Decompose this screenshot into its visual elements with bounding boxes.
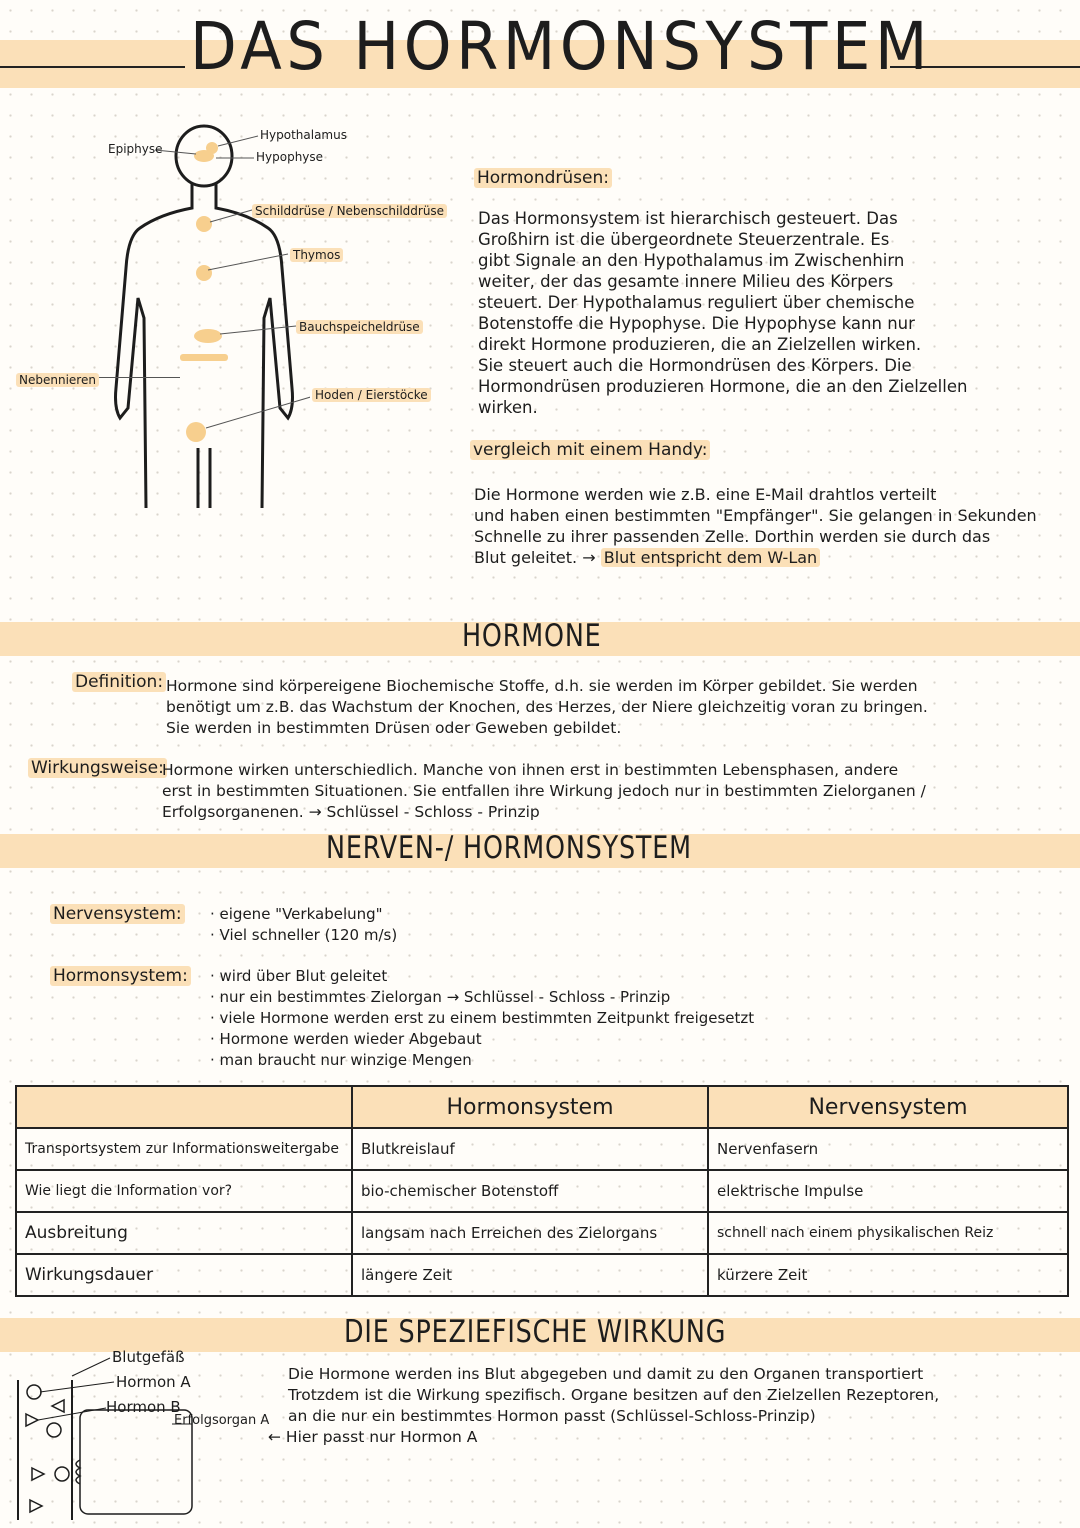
label-blutgefaess: Blutgefäß <box>112 1348 185 1366</box>
list-item: · Viel schneller (120 m/s) <box>210 926 398 944</box>
label-epiphyse: Epiphyse <box>108 142 163 156</box>
definition-line: Hormone sind körpereigene Biochemische Stoffe, d.h. sie werden im Körper gebildet. Sie werden <box>166 677 918 695</box>
table-cell: bio-chemischer Botenstoff <box>352 1170 708 1212</box>
table-cell: Ausbreitung <box>16 1212 352 1254</box>
table-cell: langsam nach Erreichen des Zielorgans <box>352 1212 708 1254</box>
table-cell: schnell nach einem physikalischen Reiz <box>708 1212 1068 1254</box>
hormondruesen-line: direkt Hormone produzieren, die an Zielzellen wirken. <box>478 335 922 354</box>
hormonsystem-list <box>210 966 754 1071</box>
hormondruesen-line: steuert. Der Hypothalamus reguliert über chemische <box>478 293 915 312</box>
hormone-b-triangle <box>32 1468 44 1480</box>
hormondruesen-heading: Hormondrüsen: <box>474 168 612 188</box>
hormone-b-triangle <box>26 1414 38 1426</box>
comparison-table <box>15 1085 1069 1297</box>
hormone-title: HORMONE <box>462 618 602 654</box>
label-thymus: Thymos <box>290 248 343 262</box>
table-cell: Wie liegt die Information vor? <box>16 1170 352 1212</box>
table-row <box>16 1128 1068 1170</box>
list-item: · eigene "Verkabelung" <box>210 905 383 923</box>
hormone-a-circle <box>55 1467 69 1481</box>
handy-line-last <box>474 547 1064 568</box>
definition-label: Definition: <box>72 672 166 692</box>
hormone-a-circle <box>47 1423 61 1437</box>
handy-line: und haben einen bestimmten "Empfänger". Sie gelangen in Sekunden <box>474 506 1037 525</box>
hormondruesen-line: gibt Signale an den Hypothalamus im Zwischenhirn <box>478 251 905 270</box>
hormondruesen-paragraph <box>478 208 1008 418</box>
spezifisch-line: Die Hormone werden ins Blut abgegeben und damit zu den Organen transportiert <box>288 1365 924 1383</box>
organ-hypophyse <box>194 150 214 162</box>
label-nebennieren: Nebennieren <box>16 373 99 387</box>
table-cell: Nervenfasern <box>708 1128 1068 1170</box>
table-cell: Transportsystem zur Informationsweitergabe <box>16 1128 352 1170</box>
table-row <box>16 1254 1068 1296</box>
definition-line: benötigt um z.B. das Wachstum der Knochen, des Herzes, der Niere gleichzeitig voran zu bringen. <box>166 698 928 716</box>
hormondruesen-line: Hormondrüsen produzieren Hormone, die an den Zielzellen <box>478 377 968 396</box>
nerven-title: NERVEN-/ HORMONSYSTEM <box>326 830 692 866</box>
table-header-cell: Nervensystem <box>708 1086 1068 1128</box>
hormone-b-triangle <box>30 1500 42 1512</box>
wirkungsweise-label: Wirkungsweise: <box>28 758 167 778</box>
hormondruesen-line: Botenstoffe die Hypophyse. Die Hypophyse kann nur <box>478 314 915 333</box>
handy-line: Die Hormone werden wie z.B. eine E-Mail drahtlos verteilt <box>474 485 937 504</box>
nervensystem-list <box>210 904 397 946</box>
label-schilddruese: Schilddrüse / Nebenschilddrüse <box>252 204 447 218</box>
organ-nebennieren <box>180 354 228 361</box>
hormondruesen-line: Sie steuert auch die Hormondrüsen des Körpers. Die <box>478 356 912 375</box>
spezifisch-line: an die nur ein bestimmtes Hormon passt (Schlüssel-Schloss-Prinzip) <box>288 1407 816 1425</box>
handy-heading: vergleich mit einem Handy: <box>470 440 710 460</box>
table-header-cell <box>16 1086 352 1128</box>
organ-schilddruese <box>196 216 212 232</box>
hormone-a-circle <box>27 1385 41 1399</box>
body-figure <box>100 118 310 508</box>
nebennieren-leader <box>88 377 180 378</box>
body-outline <box>116 184 293 508</box>
table-row <box>16 1212 1068 1254</box>
list-item: · nur ein bestimmtes Zielorgan → Schlüssel - Schloss - Prinzip <box>210 988 671 1006</box>
spezifisch-title: DIE SPEZIEFISCHE WIRKUNG <box>344 1314 727 1350</box>
nervensystem-label: Nervensystem: <box>50 904 185 924</box>
page-title: DAS HORMONSYSTEM <box>190 8 932 85</box>
list-item: · man braucht nur winzige Mengen <box>210 1051 472 1069</box>
table-cell: längere Zeit <box>352 1254 708 1296</box>
list-item: · Hormone werden wieder Abgebaut <box>210 1030 482 1048</box>
spezifisch-line: Trotzdem ist die Wirkung spezifisch. Organe besitzen auf den Zielzellen Rezeptoren, <box>288 1386 940 1404</box>
handy-highlight: Blut entspricht dem W-Lan <box>601 548 820 567</box>
organ-bauchspeicheldruese <box>194 329 222 343</box>
definition-paragraph <box>166 676 1066 739</box>
hormondruesen-line: Großhirn ist die übergeordnete Steuerzentrale. Es <box>478 230 890 249</box>
hormone-b-triangle <box>52 1400 64 1412</box>
handy-line: Schnelle zu ihrer passenden Zelle. Dorthin werden sie durch das <box>474 527 991 546</box>
spezifisch-paragraph <box>268 1364 1073 1448</box>
list-item: · wird über Blut geleitet <box>210 967 388 985</box>
title-rule-left <box>0 66 185 68</box>
legs-outline <box>198 448 210 508</box>
definition-line: Sie werden in bestimmten Drüsen oder Geweben gebildet. <box>166 719 622 737</box>
list-item: · viele Hormone werden erst zu einem bestimmten Zeitpunkt freigesetzt <box>210 1009 755 1027</box>
wirkungsweise-line: Hormone wirken unterschiedlich. Manche von ihnen erst in bestimmten Lebensphasen, andere <box>162 761 899 779</box>
handy-paragraph <box>474 484 1064 568</box>
wirkungsweise-line: erst in bestimmten Situationen. Sie entfallen ihre Wirkung jedoch nur in bestimmten Zielorganen / <box>162 782 926 800</box>
label-hypophyse: Hypophyse <box>256 150 324 164</box>
organ-thymus <box>196 265 212 281</box>
table-row <box>16 1170 1068 1212</box>
hormondruesen-line: weiter, der das gesamte innere Milieu des Körpers <box>478 272 894 291</box>
hormonsystem-label: Hormonsystem: <box>50 966 191 986</box>
label-bauchspeicheldruese: Bauchspeicheldrüse <box>296 320 423 334</box>
label-erfolgsorgan: Erfolgsorgan A <box>174 1413 270 1428</box>
label-hormon-a: Hormon A <box>116 1373 191 1391</box>
table-cell: Wirkungsdauer <box>16 1254 352 1296</box>
organ-hoden <box>186 422 206 442</box>
label-hormon-b: Hormon B <box>106 1398 181 1416</box>
label-hoden: Hoden / Eierstöcke <box>312 388 431 402</box>
label-hypothalamus: Hypothalamus <box>260 128 347 142</box>
handy-last-text: Blut geleitet. → <box>474 548 596 567</box>
table-cell: elektrische Impulse <box>708 1170 1068 1212</box>
table-cell: kürzere Zeit <box>708 1254 1068 1296</box>
hormondruesen-line: wirken. <box>478 398 538 417</box>
spezifisch-line: ← Hier passt nur Hormon A <box>268 1428 478 1446</box>
table-header-cell: Hormonsystem <box>352 1086 708 1128</box>
wirkungsweise-line: Erfolgsorganenen. → Schlüssel - Schloss - Prinzip <box>162 803 540 821</box>
hormondruesen-line: Das Hormonsystem ist hierarchisch gesteuert. Das <box>478 209 898 228</box>
table-cell: Blutkreislauf <box>352 1128 708 1170</box>
wirkungsweise-paragraph <box>162 760 1067 823</box>
table-header-row <box>16 1086 1068 1128</box>
